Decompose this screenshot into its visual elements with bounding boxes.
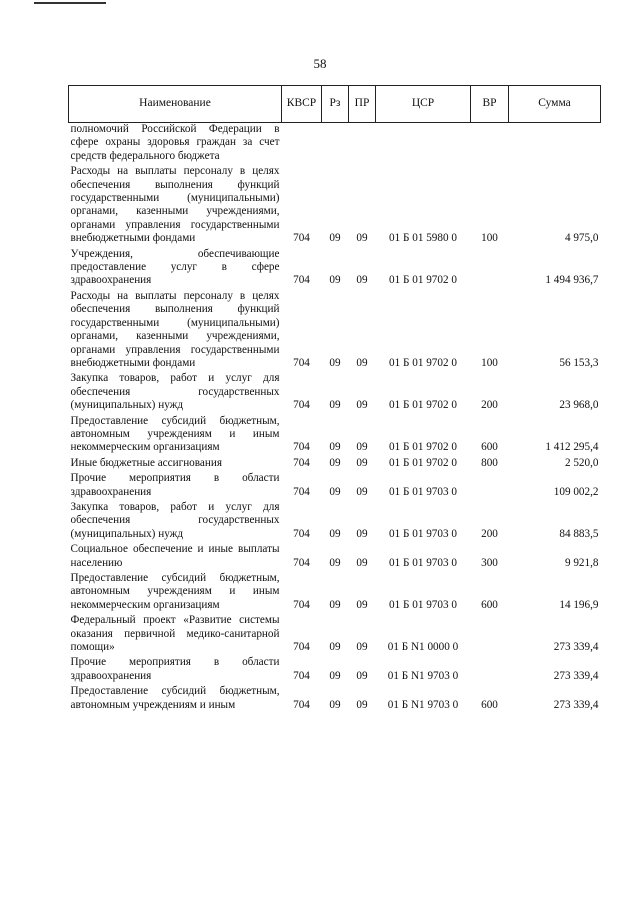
- row-pr: 09: [356, 641, 368, 654]
- row-csr: 01 Б 01 9703 0: [389, 598, 457, 611]
- row-pr: 09: [356, 441, 368, 454]
- row-pr: [349, 123, 376, 164]
- row-sum: 9 921,8: [564, 556, 599, 569]
- row-vr: 200: [481, 399, 498, 412]
- row-name: Предоставление субсидий бюджетным, автономным учреждениям и иным некоммерческим организациям: [70, 414, 280, 454]
- row-kvsr: 704: [293, 232, 310, 245]
- row-name: Прочие мероприятия в области здравоохранения: [70, 656, 280, 682]
- row-vr: 600: [481, 441, 498, 454]
- row-rz: 09: [329, 698, 341, 711]
- row-rz: 09: [329, 598, 341, 611]
- row-kvsr: 704: [293, 598, 310, 611]
- row-rz: 09: [329, 356, 341, 369]
- row-name: Расходы на выплаты персоналу в целях обеспечения выполнения функций государственными (муниципальными) органами, казенными учреждениями, органами управления государственными внебюджетными фондами: [70, 165, 280, 245]
- row-sum: 273 339,4: [553, 641, 599, 654]
- header-rz: Рз: [322, 86, 349, 123]
- row-kvsr: 704: [293, 274, 310, 287]
- row-rz: 09: [329, 399, 341, 412]
- header-pr: ПР: [349, 86, 376, 123]
- table-row: [69, 470, 601, 499]
- row-sum: [509, 123, 601, 164]
- row-rz: 09: [329, 669, 341, 682]
- row-kvsr: 704: [293, 356, 310, 369]
- page-number: 58: [313, 56, 327, 71]
- row-name: Закупка товаров, работ и услуг для обеспечения государственных (муниципальных) нужд: [70, 500, 280, 540]
- row-name: Закупка товаров, работ и услуг для обеспечения государственных (муниципальных) нужд: [70, 372, 280, 412]
- row-vr: 100: [481, 356, 498, 369]
- row-sum: 56 153,3: [559, 356, 599, 369]
- row-rz: 09: [329, 556, 341, 569]
- row-rz: 09: [329, 456, 341, 469]
- row-pr: 09: [356, 598, 368, 611]
- row-sum: 273 339,4: [553, 698, 599, 711]
- row-vr: [471, 654, 509, 683]
- row-pr: 09: [356, 669, 368, 682]
- row-kvsr: 704: [293, 698, 310, 711]
- row-sum: 84 883,5: [559, 527, 599, 540]
- row-pr: 09: [356, 556, 368, 569]
- row-sum: 4 975,0: [564, 232, 599, 245]
- row-csr: 01 Б 01 9702 0: [389, 456, 457, 469]
- row-pr: 09: [356, 456, 368, 469]
- row-csr: [376, 123, 471, 164]
- row-vr: 300: [481, 556, 498, 569]
- row-sum: 1 412 295,4: [545, 441, 599, 454]
- row-vr: 200: [481, 527, 498, 540]
- row-vr: 800: [481, 456, 498, 469]
- row-vr: 600: [481, 598, 498, 611]
- row-csr: 01 Б N1 0000 0: [387, 641, 459, 654]
- row-pr: 09: [356, 232, 368, 245]
- row-sum: 14 196,9: [559, 598, 599, 611]
- row-pr: 09: [356, 356, 368, 369]
- top-rule: [34, 2, 106, 4]
- row-rz: 09: [329, 232, 341, 245]
- row-kvsr: 704: [293, 641, 310, 654]
- row-name: Иные бюджетные ассигнования: [70, 456, 222, 469]
- table-row: [69, 499, 601, 541]
- row-rz: 09: [329, 485, 341, 498]
- table-row: [69, 246, 601, 288]
- row-pr: 09: [356, 274, 368, 287]
- table-row: [69, 288, 601, 370]
- table-row: [69, 683, 601, 712]
- row-vr: [471, 470, 509, 499]
- row-csr: 01 Б 01 9702 0: [389, 356, 457, 369]
- row-rz: 09: [329, 527, 341, 540]
- row-sum: 23 968,0: [559, 399, 599, 412]
- budget-table: [68, 85, 601, 712]
- row-kvsr: 704: [293, 456, 310, 469]
- row-csr: 01 Б 01 9703 0: [389, 527, 457, 540]
- row-csr: 01 Б 01 9702 0: [389, 274, 457, 287]
- row-csr: 01 Б N1 9703 0: [387, 669, 459, 682]
- row-kvsr: 704: [293, 669, 310, 682]
- header-csr: ЦСР: [376, 86, 471, 123]
- header-sum: Сумма: [509, 86, 601, 123]
- row-name: Прочие мероприятия в области здравоохранения: [70, 472, 280, 498]
- row-name: Предоставление субсидий бюджетным, автономным учреждениям и иным: [70, 685, 280, 711]
- table-row: [69, 123, 601, 164]
- row-rz: 09: [329, 441, 341, 454]
- row-rz: 09: [329, 274, 341, 287]
- row-name: полномочий Российской Федерации в сфере охраны здоровья граждан за счет средств федерального бюджета: [70, 123, 280, 162]
- row-csr: 01 Б 01 9703 0: [389, 556, 457, 569]
- row-kvsr: 704: [293, 399, 310, 412]
- row-pr: 09: [356, 485, 368, 498]
- table-row: [69, 570, 601, 612]
- row-name: Предоставление субсидий бюджетным, автономным учреждениям и иным некоммерческим организациям: [70, 572, 280, 611]
- row-name: Расходы на выплаты персоналу в целях обеспечения выполнения функций государственными (муниципальными) органами, казенными учреждениями, органами управления государственными внебюджетными фондами: [70, 289, 280, 369]
- row-sum: 2 520,0: [564, 456, 599, 469]
- row-pr: 09: [356, 698, 368, 711]
- table-row: [69, 654, 601, 683]
- row-csr: 01 Б 01 9702 0: [389, 399, 457, 412]
- header-kvsr: КВСР: [282, 86, 322, 123]
- row-name: Учреждения, обеспечивающие предоставление услуг в сфере здравоохранения: [70, 247, 280, 287]
- header-vr: ВР: [471, 86, 509, 123]
- row-sum: 1 494 936,7: [545, 274, 599, 287]
- table-header-row: [69, 86, 601, 123]
- row-kvsr: 704: [293, 441, 310, 454]
- table-row: [69, 370, 601, 412]
- row-vr: [471, 246, 509, 288]
- row-rz: [322, 123, 349, 164]
- row-rz: 09: [329, 641, 341, 654]
- row-sum: 273 339,4: [553, 669, 599, 682]
- row-vr: 100: [481, 232, 498, 245]
- row-kvsr: 704: [293, 527, 310, 540]
- row-kvsr: 704: [293, 556, 310, 569]
- row-name: Социальное обеспечение и иные выплаты населению: [70, 543, 280, 569]
- row-pr: 09: [356, 527, 368, 540]
- row-csr: 01 Б 01 5980 0: [389, 232, 457, 245]
- row-vr: 600: [481, 698, 498, 711]
- table-row: [69, 413, 601, 455]
- row-vr: [471, 612, 509, 654]
- row-csr: 01 Б 01 9703 0: [389, 485, 457, 498]
- row-sum: 109 002,2: [553, 485, 599, 498]
- row-name: Федеральный проект «Развитие системы оказания первичной медико-санитарной помощи»: [70, 614, 280, 654]
- header-name: Наименование: [69, 86, 282, 123]
- table-row: [69, 541, 601, 570]
- table-row: [69, 163, 601, 245]
- row-csr: 01 Б N1 9703 0: [387, 698, 459, 711]
- row-csr: 01 Б 01 9702 0: [389, 441, 457, 454]
- row-vr: [471, 123, 509, 164]
- table-row: [69, 612, 601, 654]
- row-kvsr: 704: [293, 485, 310, 498]
- row-kvsr: [282, 123, 322, 164]
- table-row: [69, 455, 601, 470]
- row-pr: 09: [356, 399, 368, 412]
